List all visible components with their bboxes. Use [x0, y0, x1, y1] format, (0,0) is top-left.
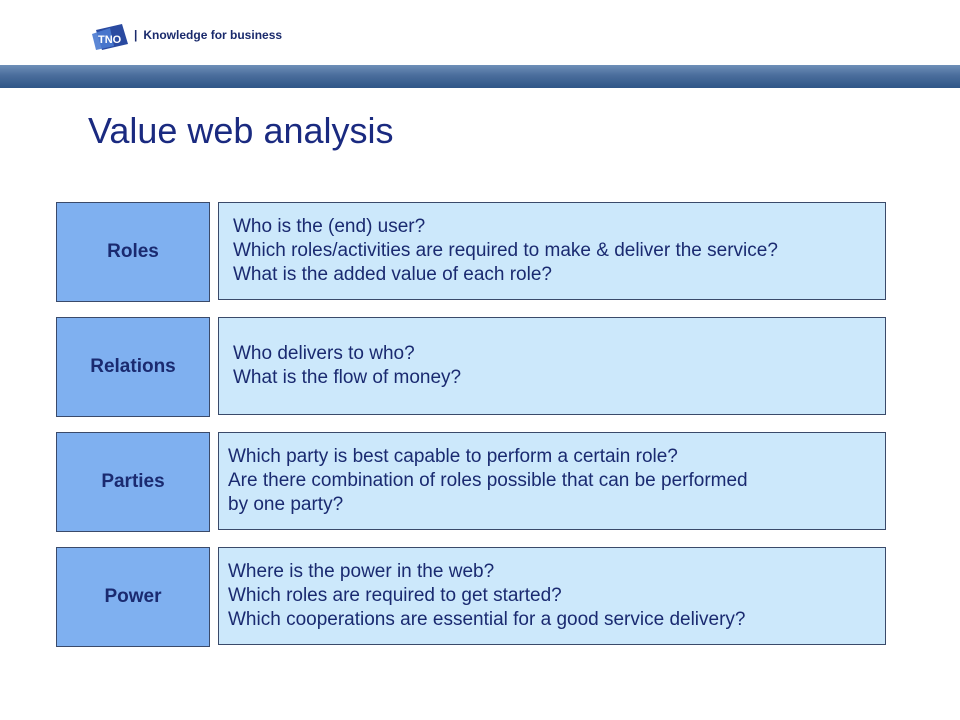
row-label: Roles: [56, 202, 210, 302]
page-title: Value web analysis: [88, 110, 394, 151]
row-roles: [56, 202, 888, 302]
row-power: [56, 547, 888, 647]
header-bar: [0, 65, 960, 88]
description-line: Are there combination of roles possible that can be performed: [228, 470, 748, 491]
logo-tagline: [134, 28, 282, 42]
company-logo: [92, 22, 282, 52]
logo-text: TNO: [98, 34, 122, 46]
description-line: Which party is best capable to perform a certain role?: [228, 446, 678, 467]
tagline-text: Knowledge for business: [143, 28, 283, 42]
description-line: Who delivers to who?: [233, 343, 415, 364]
row-description: [218, 202, 886, 300]
row-description: [218, 432, 886, 530]
description-line: Where is the power in the web?: [228, 561, 495, 582]
tagline-separator: |: [134, 28, 138, 42]
row-relations: [56, 317, 888, 417]
row-label: Power: [56, 547, 210, 647]
row-description: [218, 317, 886, 415]
description-line: by one party?: [228, 494, 344, 515]
row-label: Parties: [56, 432, 210, 532]
row-label: Relations: [56, 317, 210, 417]
description-line: Which roles/activities are required to make & deliver the service?: [233, 240, 778, 261]
row-description: [218, 547, 886, 645]
description-line: Who is the (end) user?: [233, 216, 426, 237]
tno-logo-icon: [92, 22, 132, 52]
description-line: Which cooperations are essential for a good service delivery?: [228, 609, 746, 630]
row-parties: [56, 432, 888, 532]
description-line: What is the added value of each role?: [233, 264, 552, 285]
description-line: Which roles are required to get started?: [228, 585, 562, 606]
description-line: What is the flow of money?: [233, 367, 462, 388]
